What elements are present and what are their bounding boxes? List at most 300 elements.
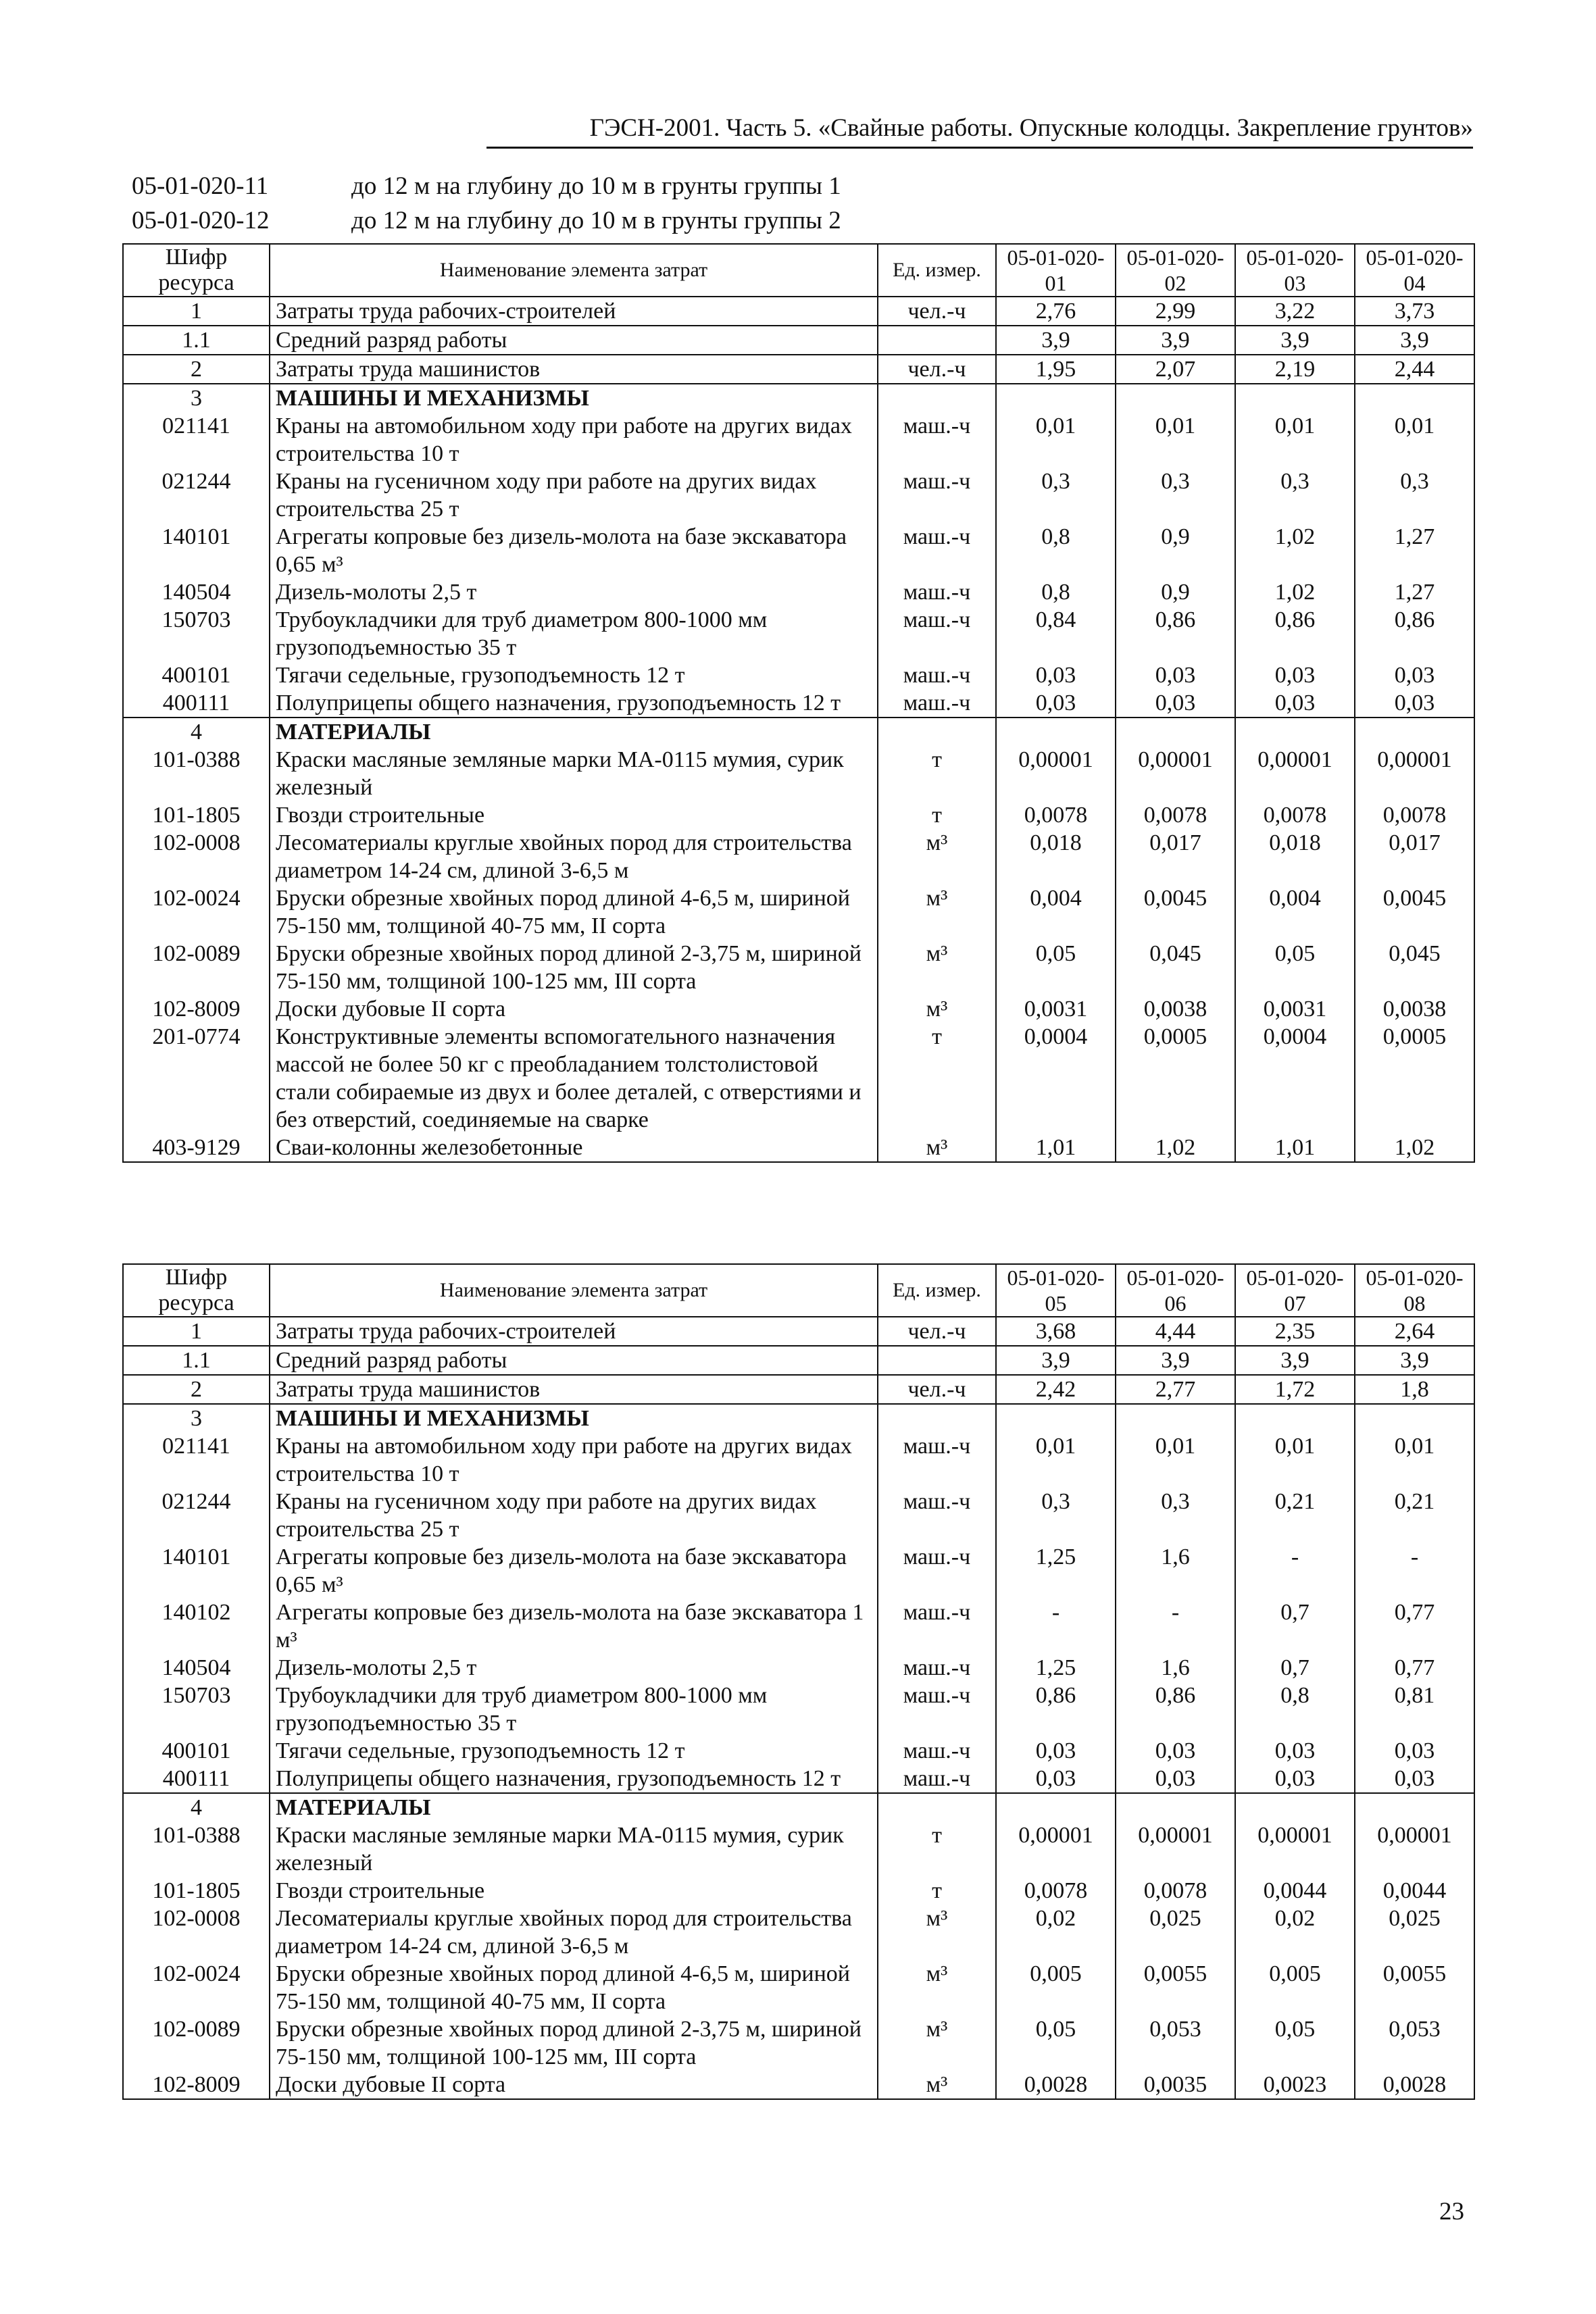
resource-code: 140504 <box>123 578 270 606</box>
resource-code: 101-0388 <box>123 746 270 801</box>
unit-cell: м³ <box>878 1905 996 1960</box>
value-cell: 0,3 <box>1355 468 1474 523</box>
header-norm-col: 05-01-020-01 <box>996 244 1116 297</box>
value-cell: 0,86 <box>1355 606 1474 661</box>
header-cost-element: Наименование элемента затрат <box>270 244 878 297</box>
value-cell: 0,004 <box>1235 884 1355 940</box>
unit-cell <box>878 326 996 355</box>
norm-code: 05-01-020-11 <box>132 172 269 200</box>
value-cell: 0,02 <box>1235 1905 1355 1960</box>
value-cell: 0,0078 <box>996 1877 1116 1905</box>
resource-code: 1.1 <box>123 326 270 355</box>
value-cell: 0,053 <box>1355 2015 1474 2071</box>
cost-element-name: МАТЕРИАЛЫ <box>270 718 878 746</box>
value-cell: 3,9 <box>1235 1346 1355 1375</box>
table-row <box>123 606 1474 661</box>
resource-code: 102-8009 <box>123 995 270 1023</box>
value-cell: 0,0023 <box>1235 2071 1355 2099</box>
header-norm-col: 05-01-020-08 <box>1355 1264 1474 1317</box>
unit-cell <box>878 1346 996 1375</box>
cost-element-name: МАШИНЫ И МЕХАНИЗМЫ <box>270 1404 878 1432</box>
unit-cell: т <box>878 1023 996 1134</box>
value-cell: 0,03 <box>996 1737 1116 1765</box>
cost-element-name: Лесоматериалы круглые хвойных пород для строительства диаметром 14-24 см, длиной 3-6,5 м <box>270 1905 878 1960</box>
unit-cell: м³ <box>878 995 996 1023</box>
unit-cell: м³ <box>878 2071 996 2099</box>
resource-code: 021244 <box>123 468 270 523</box>
value-cell: 0,0031 <box>996 995 1116 1023</box>
value-cell: 0,01 <box>1116 412 1235 468</box>
value-cell: 2,77 <box>1116 1375 1235 1404</box>
resource-code: 101-1805 <box>123 1877 270 1905</box>
resource-code: 400111 <box>123 689 270 718</box>
value-cell <box>1355 384 1474 412</box>
value-cell: 1,02 <box>1235 523 1355 578</box>
value-cell: 0,053 <box>1116 2015 1235 2071</box>
resource-code: 3 <box>123 384 270 412</box>
table-row <box>123 689 1474 718</box>
value-cell: 0,00001 <box>1355 746 1474 801</box>
table-row <box>123 1765 1474 1793</box>
value-cell: 0,0055 <box>1355 1960 1474 2015</box>
table-row <box>123 1877 1474 1905</box>
cost-element-name: Затраты труда рабочих-строителей <box>270 297 878 326</box>
table-row <box>123 746 1474 801</box>
value-cell: 0,0078 <box>1116 801 1235 829</box>
value-cell: - <box>1235 1543 1355 1599</box>
value-cell: 0,05 <box>996 2015 1116 2071</box>
section-row <box>123 1404 1474 1432</box>
cost-element-name: Гвозди строительные <box>270 1877 878 1905</box>
header-resource-code: Шифр ресурса <box>123 1264 270 1317</box>
cost-element-name: Тягачи седельные, грузоподъемность 12 т <box>270 661 878 689</box>
value-cell: 0,03 <box>1116 661 1235 689</box>
value-cell: 0,01 <box>996 412 1116 468</box>
resource-code: 140504 <box>123 1654 270 1682</box>
intro-line <box>132 203 1416 238</box>
value-cell: 0,84 <box>996 606 1116 661</box>
value-cell: 3,9 <box>1116 326 1235 355</box>
value-cell: 3,9 <box>1235 326 1355 355</box>
header-unit: Ед. измер. <box>878 1264 996 1317</box>
resource-code: 2 <box>123 1375 270 1404</box>
resource-code: 4 <box>123 1793 270 1821</box>
table-row <box>123 468 1474 523</box>
value-cell: 0,0045 <box>1116 884 1235 940</box>
value-cell <box>996 1404 1116 1432</box>
cost-element-name: Дизель-молоты 2,5 т <box>270 578 878 606</box>
resource-code: 2 <box>123 355 270 384</box>
unit-cell: маш.-ч <box>878 1682 996 1737</box>
value-cell: 1,6 <box>1116 1654 1235 1682</box>
value-cell: 0,3 <box>996 468 1116 523</box>
cost-element-name: МАТЕРИАЛЫ <box>270 1793 878 1821</box>
table-row <box>123 1960 1474 2015</box>
table-row <box>123 326 1474 355</box>
cost-element-name: Агрегаты копровые без дизель-молота на базе экскаватора 1 м³ <box>270 1599 878 1654</box>
unit-cell: чел.-ч <box>878 297 996 326</box>
value-cell: 2,64 <box>1355 1317 1474 1346</box>
cost-element-name: Дизель-молоты 2,5 т <box>270 1654 878 1682</box>
unit-cell: м³ <box>878 940 996 995</box>
cost-element-name: Краны на автомобильном ходу при работе на других видах строительства 10 т <box>270 412 878 468</box>
value-cell: 0,0028 <box>1355 2071 1474 2099</box>
resource-code: 102-0008 <box>123 829 270 884</box>
value-cell: 0,00001 <box>996 746 1116 801</box>
resource-code: 4 <box>123 718 270 746</box>
value-cell: 0,0004 <box>996 1023 1116 1134</box>
resource-code: 140102 <box>123 1599 270 1654</box>
table-row <box>123 1432 1474 1488</box>
value-cell <box>996 1793 1116 1821</box>
value-cell: 0,05 <box>996 940 1116 995</box>
cost-element-name: Бруски обрезные хвойных пород длиной 4-6,5 м, шириной 75-150 мм, толщиной 40-75 мм, II сорта <box>270 1960 878 2015</box>
value-cell: 1,01 <box>1235 1134 1355 1162</box>
table-header <box>123 1264 1474 1317</box>
resource-code: 101-0388 <box>123 1821 270 1877</box>
value-cell: 1,02 <box>1116 1134 1235 1162</box>
value-cell: 1,6 <box>1116 1543 1235 1599</box>
value-cell: 0,045 <box>1355 940 1474 995</box>
resource-table-1 <box>122 243 1475 1163</box>
unit-cell: т <box>878 1877 996 1905</box>
value-cell: 0,05 <box>1235 940 1355 995</box>
value-cell: 0,03 <box>1355 1765 1474 1793</box>
value-cell: 0,00001 <box>1235 1821 1355 1877</box>
value-cell <box>996 384 1116 412</box>
value-cell: 0,21 <box>1355 1488 1474 1543</box>
cost-element-name: Затраты труда рабочих-строителей <box>270 1317 878 1346</box>
header-norm-col: 05-01-020-07 <box>1235 1264 1355 1317</box>
value-cell: 0,03 <box>996 689 1116 718</box>
cost-element-name: Доски дубовые II сорта <box>270 2071 878 2099</box>
cost-element-name: Трубоукладчики для труб диаметром 800-1000 мм грузоподъемностью 35 т <box>270 1682 878 1737</box>
unit-cell: маш.-ч <box>878 412 996 468</box>
resource-code: 3 <box>123 1404 270 1432</box>
cost-element-name: Краны на автомобильном ходу при работе на других видах строительства 10 т <box>270 1432 878 1488</box>
header-norm-col: 05-01-020-02 <box>1116 244 1235 297</box>
table-row <box>123 1317 1474 1346</box>
norm-description: до 12 м на глубину до 10 м в грунты группы 2 <box>351 207 841 234</box>
unit-cell: маш.-ч <box>878 468 996 523</box>
table-row <box>123 523 1474 578</box>
resource-code: 150703 <box>123 1682 270 1737</box>
unit-cell: маш.-ч <box>878 578 996 606</box>
table-row <box>123 1488 1474 1543</box>
resource-code: 400101 <box>123 661 270 689</box>
value-cell: 0,0044 <box>1355 1877 1474 1905</box>
value-cell: 0,018 <box>1235 829 1355 884</box>
resource-code: 102-0089 <box>123 940 270 995</box>
unit-cell: маш.-ч <box>878 1432 996 1488</box>
intro-line <box>132 169 1416 203</box>
value-cell: 0,03 <box>1116 1765 1235 1793</box>
value-cell: 0,77 <box>1355 1599 1474 1654</box>
section-row <box>123 384 1474 412</box>
unit-cell: маш.-ч <box>878 661 996 689</box>
resource-code: 101-1805 <box>123 801 270 829</box>
value-cell: 0,018 <box>996 829 1116 884</box>
table-row <box>123 661 1474 689</box>
value-cell <box>1116 1793 1235 1821</box>
cost-element-name: Лесоматериалы круглые хвойных пород для строительства диаметром 14-24 см, длиной 3-6,5 м <box>270 829 878 884</box>
cost-element-name: Краны на гусеничном ходу при работе на других видах строительства 25 т <box>270 1488 878 1543</box>
section-row <box>123 1793 1474 1821</box>
value-cell: 1,72 <box>1235 1375 1355 1404</box>
value-cell: 0,00001 <box>1355 1821 1474 1877</box>
unit-cell: маш.-ч <box>878 1765 996 1793</box>
value-cell: 0,0005 <box>1116 1023 1235 1134</box>
value-cell: 0,02 <box>996 1905 1116 1960</box>
cost-element-name: Краски масляные земляные марки МА-0115 мумия, сурик железный <box>270 746 878 801</box>
value-cell: 0,0055 <box>1116 1960 1235 2015</box>
table-row <box>123 578 1474 606</box>
header-norm-col: 05-01-020-04 <box>1355 244 1474 297</box>
value-cell: 3,68 <box>996 1317 1116 1346</box>
table-row <box>123 1134 1474 1162</box>
resource-code: 021244 <box>123 1488 270 1543</box>
value-cell: 0,004 <box>996 884 1116 940</box>
value-cell: 0,00001 <box>1235 746 1355 801</box>
table-row <box>123 995 1474 1023</box>
page-number: 23 <box>1439 2198 1464 2225</box>
table-row <box>123 412 1474 468</box>
value-cell: 0,017 <box>1355 829 1474 884</box>
value-cell: 0,0028 <box>996 2071 1116 2099</box>
unit-cell <box>878 1404 996 1432</box>
unit-cell: маш.-ч <box>878 689 996 718</box>
table-row <box>123 2071 1474 2099</box>
value-cell: 2,07 <box>1116 355 1235 384</box>
resource-code: 021141 <box>123 1432 270 1488</box>
value-cell: 2,99 <box>1116 297 1235 326</box>
value-cell: 0,0038 <box>1355 995 1474 1023</box>
value-cell: 0,0078 <box>1355 801 1474 829</box>
value-cell: 0,9 <box>1116 523 1235 578</box>
resource-code: 102-0089 <box>123 2015 270 2071</box>
unit-cell: маш.-ч <box>878 1488 996 1543</box>
running-header: ГЭСН-2001. Часть 5. «Свайные работы. Опускные колодцы. Закрепление грунтов» <box>487 114 1473 149</box>
value-cell: 0,0004 <box>1235 1023 1355 1134</box>
resource-code: 1 <box>123 1317 270 1346</box>
value-cell <box>1116 718 1235 746</box>
unit-cell: маш.-ч <box>878 1543 996 1599</box>
value-cell: 1,27 <box>1355 523 1474 578</box>
value-cell: 0,03 <box>996 661 1116 689</box>
table-header <box>123 244 1474 297</box>
resource-code: 140101 <box>123 523 270 578</box>
table-row <box>123 297 1474 326</box>
value-cell: 0,0078 <box>1116 1877 1235 1905</box>
value-cell <box>1355 718 1474 746</box>
table-row <box>123 940 1474 995</box>
value-cell: 0,005 <box>1235 1960 1355 2015</box>
unit-cell: маш.-ч <box>878 523 996 578</box>
value-cell: 1,27 <box>1355 578 1474 606</box>
table-row <box>123 1905 1474 1960</box>
resource-code: 403-9129 <box>123 1134 270 1162</box>
cost-element-name: Краны на гусеничном ходу при работе на других видах строительства 25 т <box>270 468 878 523</box>
value-cell: 0,03 <box>1355 689 1474 718</box>
unit-cell <box>878 1793 996 1821</box>
unit-cell: чел.-ч <box>878 1317 996 1346</box>
resource-code: 140101 <box>123 1543 270 1599</box>
value-cell: 0,8 <box>996 578 1116 606</box>
value-cell: 0,7 <box>1235 1599 1355 1654</box>
value-cell: 3,9 <box>996 1346 1116 1375</box>
cost-element-name: Полуприцепы общего назначения, грузоподъемность 12 т <box>270 689 878 718</box>
resource-code: 400101 <box>123 1737 270 1765</box>
resource-code: 102-0024 <box>123 1960 270 2015</box>
value-cell: 0,0005 <box>1355 1023 1474 1134</box>
table-row <box>123 884 1474 940</box>
value-cell: 0,3 <box>1235 468 1355 523</box>
table-row <box>123 1599 1474 1654</box>
unit-cell: т <box>878 801 996 829</box>
value-cell: 0,025 <box>1355 1905 1474 1960</box>
value-cell: 0,01 <box>996 1432 1116 1488</box>
table-row <box>123 355 1474 384</box>
table-row <box>123 801 1474 829</box>
value-cell: 0,0078 <box>1235 801 1355 829</box>
resource-code: 102-0024 <box>123 884 270 940</box>
value-cell: 0,00001 <box>996 1821 1116 1877</box>
value-cell: 0,0044 <box>1235 1877 1355 1905</box>
value-cell: 0,0045 <box>1355 884 1474 940</box>
resource-code: 150703 <box>123 606 270 661</box>
value-cell: 0,01 <box>1355 412 1474 468</box>
cost-element-name: Доски дубовые II сорта <box>270 995 878 1023</box>
unit-cell: т <box>878 746 996 801</box>
cost-element-name: Бруски обрезные хвойных пород длиной 4-6,5 м, шириной 75-150 мм, толщиной 40-75 мм, II сорта <box>270 884 878 940</box>
cost-element-name: Средний разряд работы <box>270 326 878 355</box>
value-cell: 1,02 <box>1235 578 1355 606</box>
header-resource-code: Шифр ресурса <box>123 244 270 297</box>
resource-code: 102-8009 <box>123 2071 270 2099</box>
value-cell: 0,03 <box>1235 661 1355 689</box>
resource-code: 021141 <box>123 412 270 468</box>
unit-cell: маш.-ч <box>878 1737 996 1765</box>
value-cell: 0,0038 <box>1116 995 1235 1023</box>
value-cell: 0,3 <box>996 1488 1116 1543</box>
value-cell: 3,9 <box>996 326 1116 355</box>
value-cell: 0,77 <box>1355 1654 1474 1682</box>
value-cell: 0,3 <box>1116 468 1235 523</box>
unit-cell: маш.-ч <box>878 1654 996 1682</box>
table-intro <box>132 169 1416 238</box>
table-row <box>123 1682 1474 1737</box>
value-cell: 0,03 <box>1235 689 1355 718</box>
table-row <box>123 1023 1474 1134</box>
unit-cell: м³ <box>878 829 996 884</box>
cost-element-name: МАШИНЫ И МЕХАНИЗМЫ <box>270 384 878 412</box>
unit-cell: м³ <box>878 1960 996 2015</box>
header-norm-col: 05-01-020-05 <box>996 1264 1116 1317</box>
resource-code: 102-0008 <box>123 1905 270 1960</box>
value-cell: 0,7 <box>1235 1654 1355 1682</box>
value-cell: 0,03 <box>996 1765 1116 1793</box>
unit-cell: т <box>878 1821 996 1877</box>
unit-cell: маш.-ч <box>878 1599 996 1654</box>
value-cell: 0,8 <box>996 523 1116 578</box>
resource-code: 1 <box>123 297 270 326</box>
header-norm-col: 05-01-020-06 <box>1116 1264 1235 1317</box>
value-cell: 3,73 <box>1355 297 1474 326</box>
value-cell: 0,005 <box>996 1960 1116 2015</box>
table-row <box>123 1737 1474 1765</box>
cost-element-name: Затраты труда машинистов <box>270 1375 878 1404</box>
value-cell <box>1235 1404 1355 1432</box>
value-cell <box>1235 1793 1355 1821</box>
table-row <box>123 1346 1474 1375</box>
unit-cell <box>878 384 996 412</box>
unit-cell: чел.-ч <box>878 355 996 384</box>
table-row <box>123 1543 1474 1599</box>
cost-element-name: Краски масляные земляные марки МА-0115 мумия, сурик железный <box>270 1821 878 1877</box>
cost-element-name: Полуприцепы общего назначения, грузоподъемность 12 т <box>270 1765 878 1793</box>
value-cell: 0,03 <box>1116 689 1235 718</box>
value-cell <box>996 718 1116 746</box>
value-cell: 0,03 <box>1116 1737 1235 1765</box>
cost-element-name: Агрегаты копровые без дизель-молота на базе экскаватора 0,65 м³ <box>270 1543 878 1599</box>
value-cell: 0,81 <box>1355 1682 1474 1737</box>
section-row <box>123 718 1474 746</box>
unit-cell <box>878 718 996 746</box>
resource-code: 1.1 <box>123 1346 270 1375</box>
value-cell <box>1116 384 1235 412</box>
table-row <box>123 1821 1474 1877</box>
cost-element-name: Бруски обрезные хвойных пород длиной 2-3,75 м, шириной 75-150 мм, толщиной 100-125 мм, III сорта <box>270 940 878 995</box>
value-cell <box>1235 384 1355 412</box>
value-cell: 0,86 <box>1235 606 1355 661</box>
cost-element-name: Агрегаты копровые без дизель-молота на базе экскаватора 0,65 м³ <box>270 523 878 578</box>
header-cost-element: Наименование элемента затрат <box>270 1264 878 1317</box>
value-cell: 0,0031 <box>1235 995 1355 1023</box>
value-cell <box>1116 1404 1235 1432</box>
value-cell: 1,01 <box>996 1134 1116 1162</box>
table-row <box>123 2015 1474 2071</box>
value-cell: 3,9 <box>1355 1346 1474 1375</box>
value-cell: 0,21 <box>1235 1488 1355 1543</box>
value-cell <box>1355 1793 1474 1821</box>
value-cell: 0,3 <box>1116 1488 1235 1543</box>
header-unit: Ед. измер. <box>878 244 996 297</box>
value-cell: 0,86 <box>1116 1682 1235 1737</box>
value-cell: 2,44 <box>1355 355 1474 384</box>
resource-table-2 <box>122 1263 1475 2100</box>
resource-code: 201-0774 <box>123 1023 270 1134</box>
value-cell <box>1355 1404 1474 1432</box>
cost-element-name: Гвозди строительные <box>270 801 878 829</box>
value-cell: 0,86 <box>1116 606 1235 661</box>
value-cell: 0,01 <box>1235 1432 1355 1488</box>
value-cell: 0,8 <box>1235 1682 1355 1737</box>
value-cell: 2,42 <box>996 1375 1116 1404</box>
value-cell: 1,8 <box>1355 1375 1474 1404</box>
value-cell: 3,9 <box>1355 326 1474 355</box>
header-norm-col: 05-01-020-03 <box>1235 244 1355 297</box>
value-cell: 0,03 <box>1355 661 1474 689</box>
value-cell: 0,01 <box>1235 412 1355 468</box>
cost-element-name: Средний разряд работы <box>270 1346 878 1375</box>
unit-cell: м³ <box>878 884 996 940</box>
unit-cell: маш.-ч <box>878 606 996 661</box>
norm-description: до 12 м на глубину до 10 м в грунты группы 1 <box>351 172 841 200</box>
value-cell: 3,9 <box>1116 1346 1235 1375</box>
value-cell: 3,22 <box>1235 297 1355 326</box>
cost-element-name: Затраты труда машинистов <box>270 355 878 384</box>
cost-element-name: Трубоукладчики для труб диаметром 800-1000 мм грузоподъемностью 35 т <box>270 606 878 661</box>
